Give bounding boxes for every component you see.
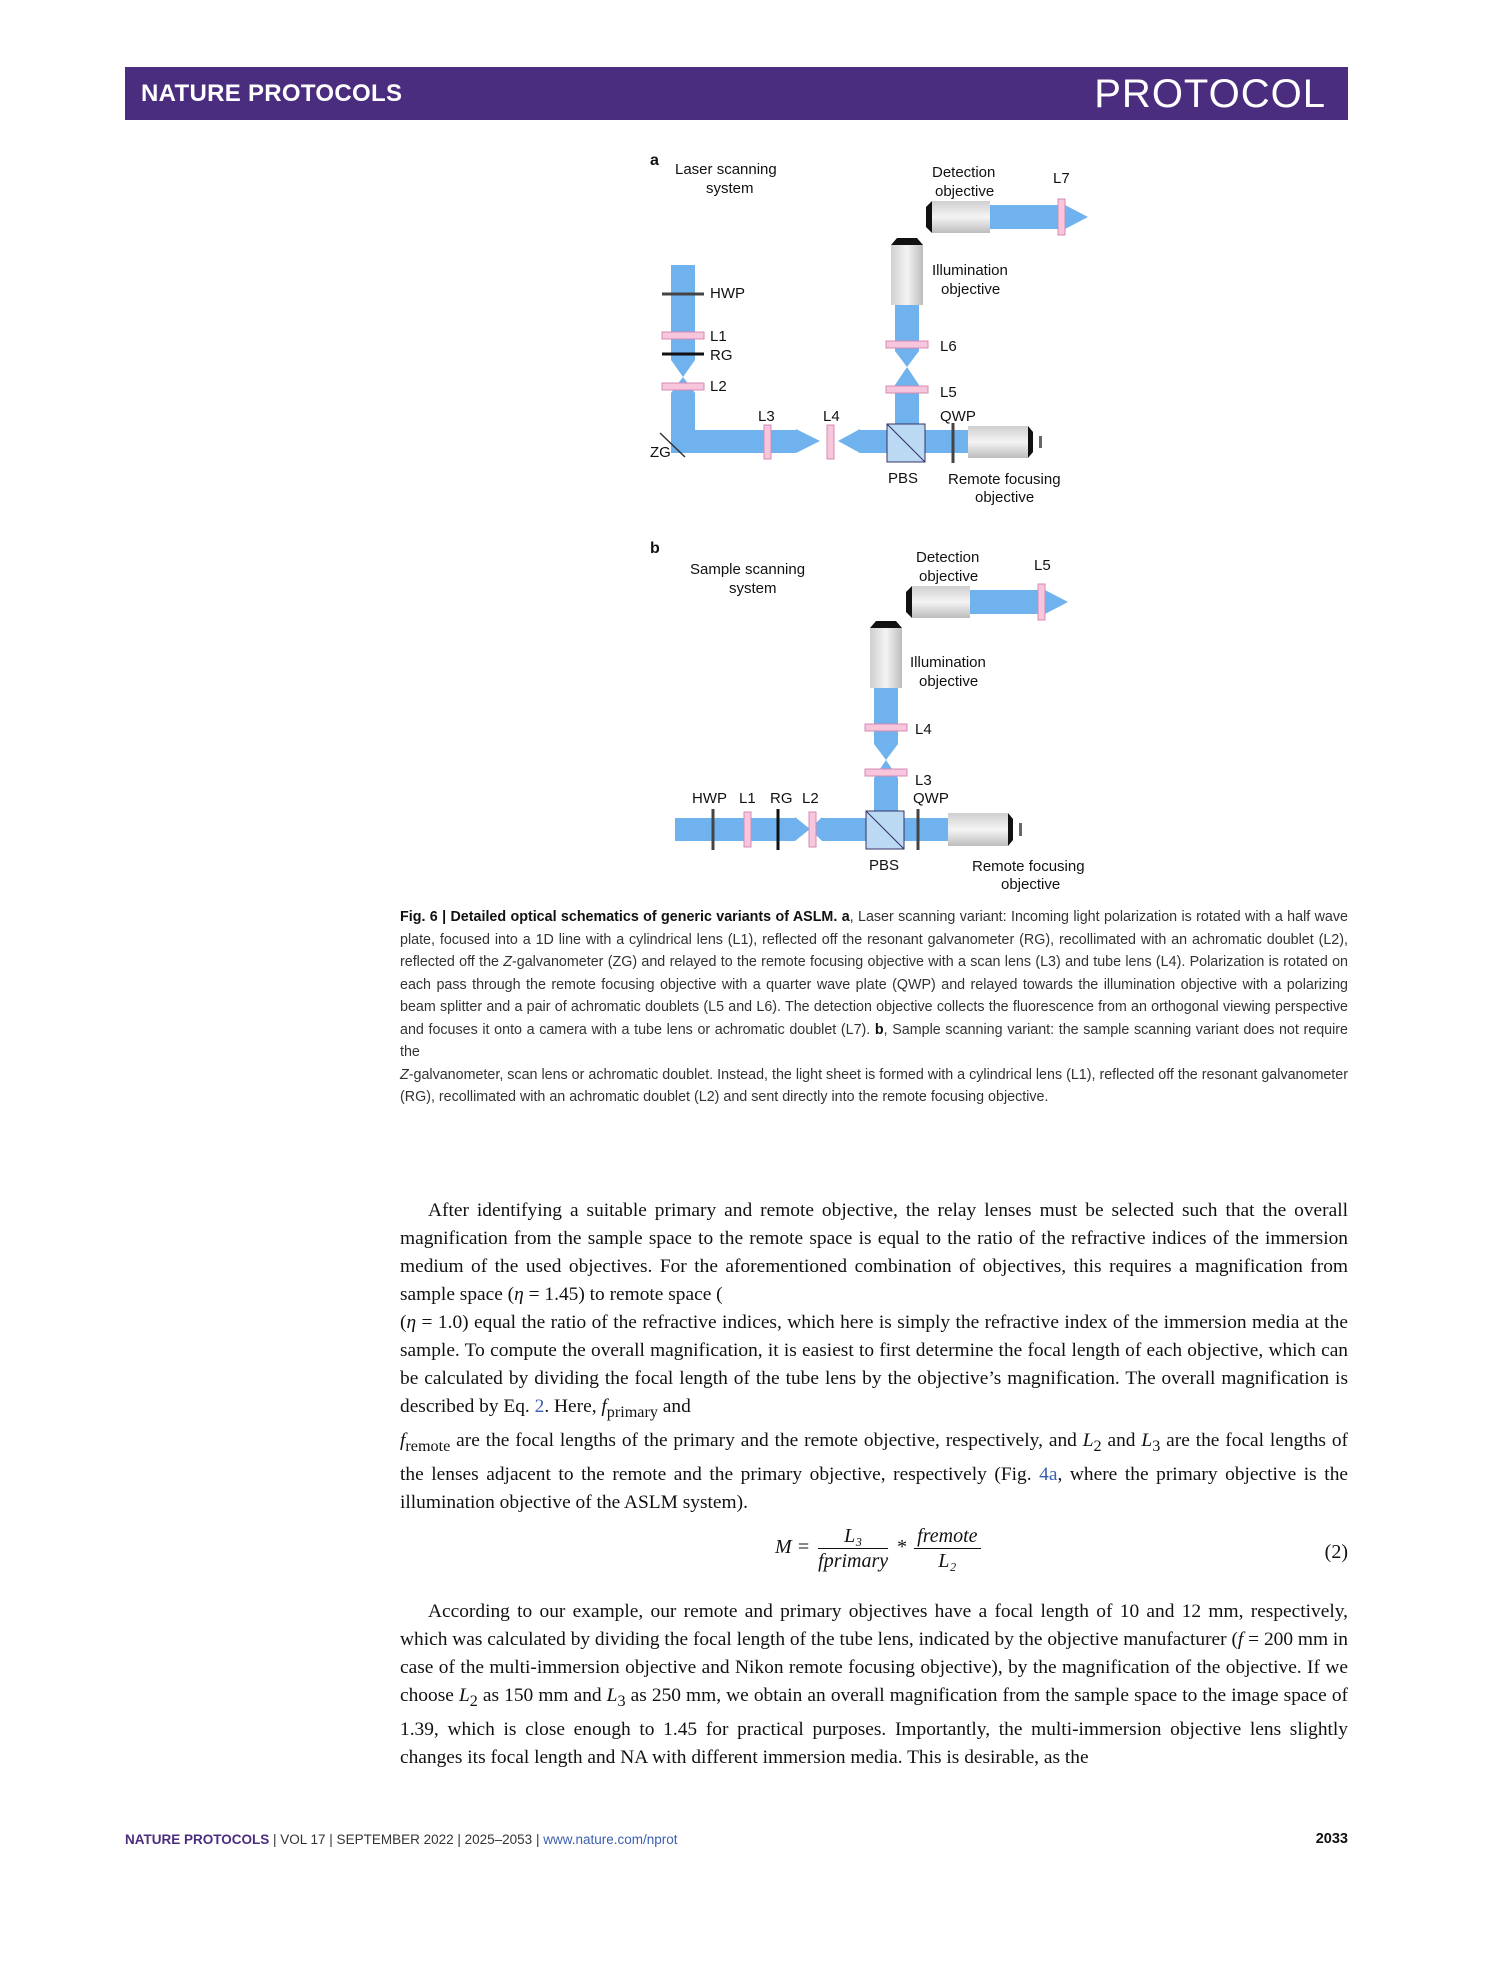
caption-a-label: a bbox=[841, 909, 850, 925]
equation-2: M = $\frac{\text{L₃}}{\text{fprimary}}$ * $\frac{\text{fremote}}{\text{L₂}}$ bbox=[775, 1524, 984, 1573]
l1-a-label: L1 bbox=[710, 328, 727, 345]
journal-url-link[interactable]: www.nature.com/nprot bbox=[543, 1832, 678, 1847]
panel-b-title: Sample scanning bbox=[690, 561, 806, 578]
qwp-b-label: QWP bbox=[913, 790, 949, 807]
page-footer: NATURE PROTOCOLS | VOL 17 | SEPTEMBER 2022 | 2025–2053 | www.nature.com/nprot bbox=[125, 1832, 678, 1847]
equation-number: (2) bbox=[1324, 1541, 1348, 1563]
detection-objective-a-icon bbox=[932, 201, 990, 233]
det-a-label: Detection bbox=[932, 164, 996, 181]
rg-b-label: RG bbox=[770, 790, 793, 807]
body-paragraph-1: After identifying a suitable primary and remote objective, the relay lenses must be selected such that the overall magnification from the sample space to the remote space is equal to the ratio of the refractive indices of the immersion medium of the used objectives. For the aforementioned combination of objectives, this requires a magnification from sample space (η = 1.45) to remote space ( (η = 1.0) equal the ratio of the refractive indices, which here is simply the refractive index of the immersion media at the sample. To compute the overall magnification, it is easiest to first determine the focal length of each objective, which can be calculated by dividing the focal length of the tube lens by the objective’s magnification. The overall magnification is described by Eq. 2. Here, $f_{primary}$ and $f_{remote}$ are the focal lengths of the primary and the remote objective, respectively, and $L_2$ and $L_3$ are the focal lengths of the lenses adjacent to the remote and the primary objective, respectively (Fig. 4a, where the primary objective is the illumination objective of the ASLM system). bbox=[400, 1200, 1348, 1513]
panel-b-label: b bbox=[650, 540, 660, 557]
equation-link[interactable]: 2 bbox=[534, 1396, 545, 1417]
panel-a bbox=[650, 152, 1088, 506]
det-b-label: Detection bbox=[916, 549, 980, 566]
lens-l3-b-icon bbox=[865, 769, 907, 776]
detection-objective-b-icon bbox=[912, 586, 970, 618]
lens-l7-a-icon bbox=[1058, 199, 1065, 235]
hwp-a-label: HWP bbox=[710, 285, 745, 302]
l4-a-label: L4 bbox=[823, 408, 840, 425]
pbs-b-label: PBS bbox=[869, 857, 900, 874]
body-paragraph-2: According to our example, our remote and primary objectives have a focal length of 10 and 12 mm, respectively, which was calculated by dividing the focal length of the tube lens, indicated by the objective manufacturer (f = 200 mm in case of the multi-immersion objective and Nikon remote focusing objective), by the magnification of the objective. If we choose $L_2$ as 150 mm and $L_3$ as 250 mm, we obtain an overall magnification from the sample space to the image space of 1.39, which is close enough to 1.45 for practical purposes. Importantly, the multi-immersion objective lens slightly changes its focal length and NA with different immersion media. This is desirable, as the bbox=[400, 1601, 1348, 1768]
caption-title: Fig. 6 | Detailed optical schematics of generic variants of ASLM. bbox=[400, 909, 838, 925]
l6-a-label: L6 bbox=[940, 338, 957, 355]
panel-b bbox=[650, 540, 1085, 893]
remote-a-label: Remote focusing bbox=[948, 471, 1061, 488]
remote-a-label-2: objective bbox=[975, 489, 1035, 506]
beam-a-horizontal bbox=[671, 430, 796, 453]
illum-b-label: Illumination bbox=[910, 654, 986, 671]
page-header bbox=[125, 67, 1348, 120]
panel-a-title-2: system bbox=[706, 180, 754, 197]
det-a-label-2: objective bbox=[935, 183, 995, 200]
lens-l4-b-icon bbox=[865, 724, 907, 731]
l2-a-label: L2 bbox=[710, 378, 727, 395]
beam-a-input bbox=[671, 265, 695, 360]
l3-a-label: L3 bbox=[758, 408, 775, 425]
l5-b-label: L5 bbox=[1034, 557, 1051, 574]
lens-l3-a-icon bbox=[764, 425, 771, 459]
illum-a-label-2: objective bbox=[941, 281, 1001, 298]
journal-name: NATURE PROTOCOLS bbox=[141, 80, 403, 107]
remote-objective-a-icon bbox=[968, 426, 1028, 458]
panel-a-label: a bbox=[650, 152, 659, 169]
lens-l6-a-icon bbox=[886, 341, 928, 348]
beam-a-detection bbox=[990, 205, 1065, 229]
page-number: 2033 bbox=[1315, 1831, 1348, 1847]
panel-b-title-2: system bbox=[729, 580, 777, 597]
illumination-objective-b-icon bbox=[870, 628, 902, 688]
det-b-label-2: objective bbox=[919, 568, 979, 585]
remote-b-label-2: objective bbox=[1001, 876, 1061, 893]
lens-l5-a-icon bbox=[886, 386, 928, 393]
lens-l2-b-icon bbox=[809, 812, 816, 847]
pbs-a-label: PBS bbox=[888, 470, 919, 487]
l7-a-label: L7 bbox=[1053, 170, 1070, 187]
illum-a-label: Illumination bbox=[932, 262, 1008, 279]
rg-a-label: RG bbox=[710, 347, 733, 364]
lens-l1-a-icon bbox=[662, 332, 704, 339]
remote-b-label: Remote focusing bbox=[972, 858, 1085, 875]
l3-b-label: L3 bbox=[915, 772, 932, 789]
l4-b-label: L4 bbox=[915, 721, 932, 738]
figure-caption: Fig. 6 | Detailed optical schematics of generic variants of ASLM. a, Laser scanning variant: Incoming light polarization is rotated with a half wave plate, focused into a 1D line with a cylindrical lens (L1), reflected off the resonant galvanometer (RG), recollimated with an achromatic doublet (L2), reflected off the Z-galvanometer (ZG) and relayed to the remote focusing objective with a scan lens (L3) and tube lens (L4). Polarization is rotated on each pass through the remote focusing objective with a quarter wave plate (QWP) and relayed towards the illumination objective with a polarizing beam splitter and a pair of achromatic doublets (L5 and L6). The detection objective collects the fluorescence from an orthogonal viewing perspective and focuses it onto a camera with a tube lens or achromatic doublet (L7). b, Sample scanning variant: the sample scanning variant does not require the Z-galvanometer, scan lens or achromatic doublet. Instead, the light sheet is formed with a cylindrical lens (L1), reflected off the resonant galvanometer (RG), recollimated with an achromatic doublet (L2) and sent directly into the remote focusing objective. bbox=[400, 909, 1348, 1105]
beam-b-detection bbox=[970, 590, 1045, 614]
zg-a-label: ZG bbox=[650, 444, 671, 461]
qwp-a-label: QWP bbox=[940, 408, 976, 425]
caption-b-label: b bbox=[874, 1021, 884, 1038]
beam-a-focus-in bbox=[671, 360, 695, 377]
lens-l1-b-icon bbox=[744, 812, 751, 847]
lens-l5-b-icon bbox=[1038, 584, 1045, 620]
l2-b-label: L2 bbox=[802, 790, 819, 807]
lens-l2-a-icon bbox=[662, 383, 704, 390]
panel-a-title: Laser scanning bbox=[675, 161, 777, 178]
remote-objective-b-icon bbox=[948, 813, 1008, 846]
hwp-b-label: HWP bbox=[692, 790, 727, 807]
illumination-objective-a-icon bbox=[891, 245, 923, 305]
l5-a-label: L5 bbox=[940, 384, 957, 401]
illum-b-label-2: objective bbox=[919, 673, 979, 690]
figure-link[interactable]: 4a bbox=[1039, 1463, 1058, 1485]
l1-b-label: L1 bbox=[739, 790, 756, 807]
lens-l4-a-icon bbox=[827, 425, 834, 459]
article-type: PROTOCOL bbox=[1094, 72, 1326, 116]
figure-6-schematic bbox=[640, 145, 1120, 905]
